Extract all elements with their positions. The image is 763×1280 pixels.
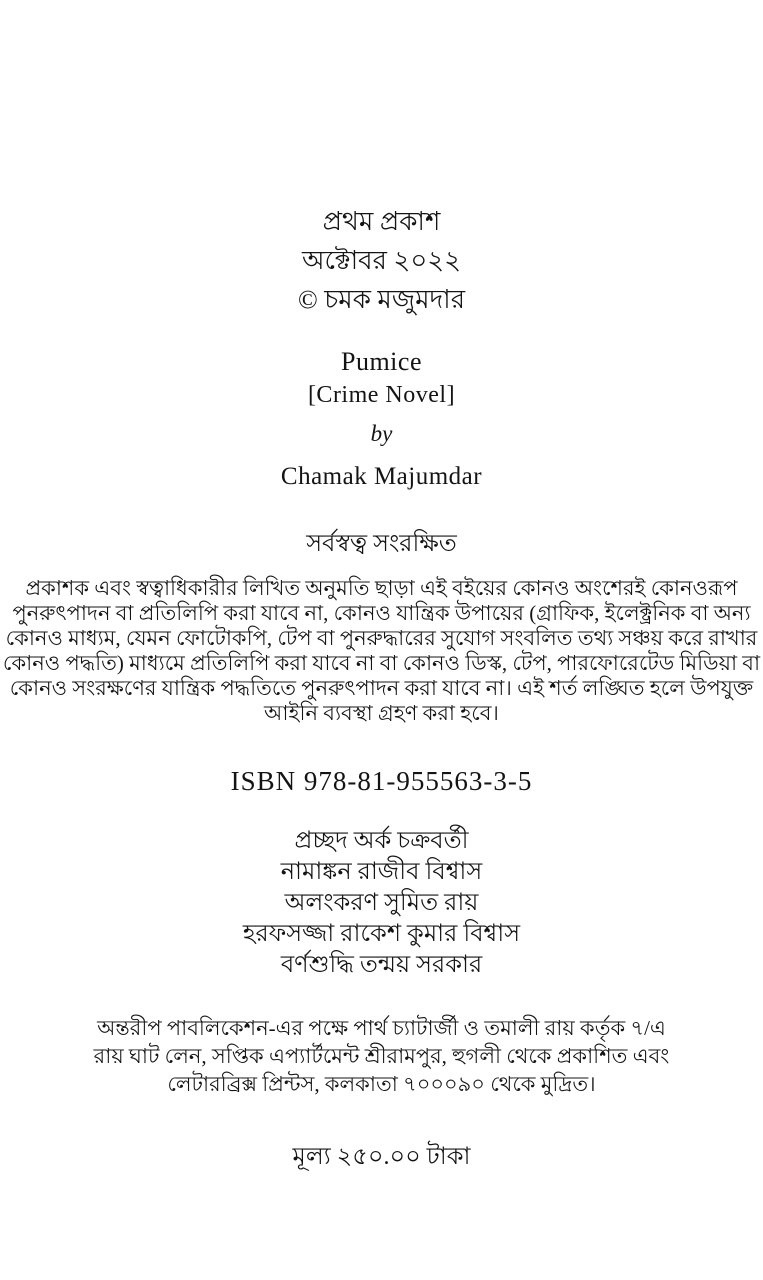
- price: মূল্য ২৫০.০০ টাকা: [292, 1144, 471, 1170]
- author-name: Chamak Majumdar: [280, 463, 483, 490]
- publisher-line: অন্তরীপ পাবলিকেশন-এর পক্ষে পার্থ চ্যাটার্জী ও তমালী রায় কর্তৃক ৭/এ: [97, 1016, 666, 1040]
- credit-cover-design: প্রচ্ছদ অর্ক চক্রবর্তী: [294, 828, 469, 854]
- publication-date-line: অক্টোবর ২০২২: [301, 246, 462, 275]
- rights-paragraph-line: প্রকাশক এবং স্বত্বাধিকারীর লিখিত অনুমতি ছাড়া এই বইয়ের কোনও অংশেরই কোনওরূপ: [25, 576, 738, 600]
- rights-paragraph-line: আইনি ব্যবস্থা গ্রহণ করা হবে।: [264, 701, 499, 725]
- book-title: Pumice: [341, 347, 422, 376]
- book-genre: [Crime Novel]: [307, 382, 456, 408]
- rights-paragraph-line: কোনও মাধ্যম, যেমন ফোটোকপি, টেপ বা পুনরুদ্ধারের সুযোগ সংবলিত তথ্য সঞ্চয় করে রাখার: [5, 626, 758, 650]
- credits-block: [0, 826, 763, 981]
- credit-typesetting: হরফসজ্জা রাকেশ কুমার বিশ্বাস: [242, 921, 521, 947]
- rights-paragraph: [0, 576, 763, 726]
- credit-title-lettering: নামাঙ্কন রাজীব বিশ্বাস: [280, 859, 483, 885]
- publisher-line: লেটারব্রিক্স প্রিন্টস, কলকাতা ৭০০০৯০ থেকে মুদ্রিত।: [167, 1072, 596, 1096]
- all-rights-reserved-heading: সর্বস্বত্ব সংরক্ষিত: [306, 531, 457, 557]
- credit-illustration: অলংকরণ সুমিত রায়: [284, 890, 479, 916]
- publisher-line: রায় ঘাট লেন, সপ্তিক এপ্যার্টমেন্ট শ্রীরামপুর, হুগলী থেকে প্রকাশিত এবং: [93, 1044, 670, 1068]
- isbn: ISBN 978-81-955563-3-5: [230, 766, 533, 796]
- publisher-imprint-block: [0, 1014, 763, 1098]
- rights-paragraph-line: পুনরুৎপাদন বা প্রতিলিপি করা যাবে না, কোনও যান্ত্রিক উপায়ের (গ্রাফিক, ইলেক্ট্রনিক বা অন্য: [12, 601, 751, 625]
- publication-info-block: [0, 202, 763, 319]
- copyright-holder-line: © চমক মজুমদার: [297, 285, 466, 314]
- first-publication-line: প্রথম প্রকাশ: [322, 207, 441, 236]
- credit-proofreading: বর্ণশুদ্ধি তন্ময় সরকার: [280, 952, 483, 978]
- rights-paragraph-line: কোনও পদ্ধতি) মাধ্যমে প্রতিলিপি করা যাবে না বা কোনও ডিস্ক, টেপ, পারফোরেটেড মিডিয়া বা: [2, 651, 761, 675]
- rights-paragraph-line: কোনও সংরক্ষণের যান্ত্রিক পদ্ধতিতে পুনরুৎপাদন করা যাবে না। এই শর্ত লঙ্ঘিত হলে উপযুক্ত: [9, 676, 754, 700]
- by-label: by: [370, 421, 393, 446]
